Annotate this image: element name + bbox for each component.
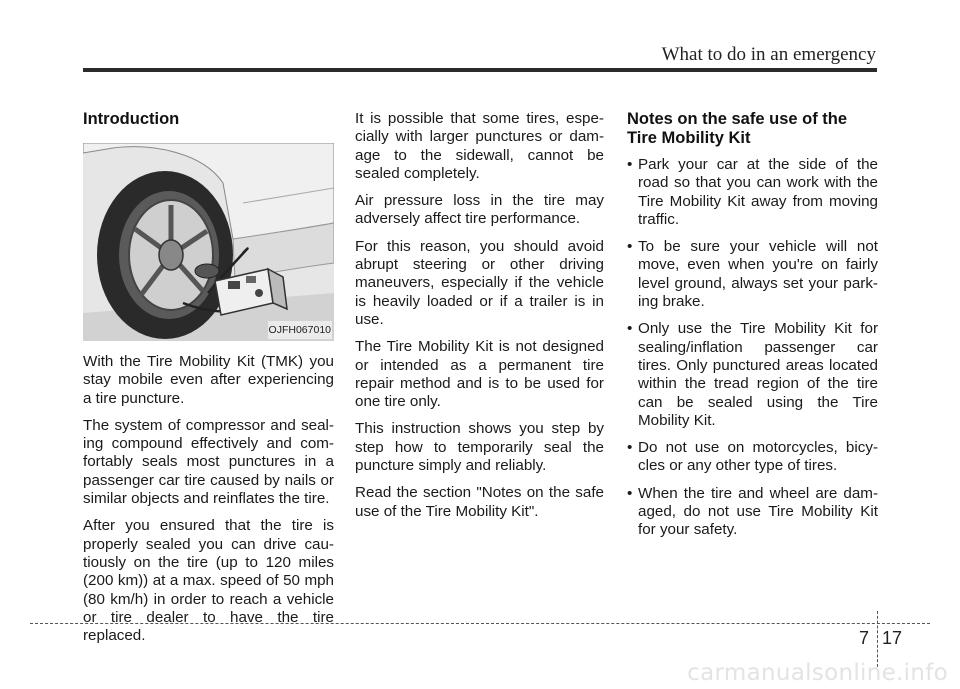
tire-mobility-kit-illustration [83, 143, 334, 341]
car-wheel-compressor-drawing [83, 143, 334, 341]
column-safe-use-notes [627, 110, 878, 549]
footer-rule [30, 623, 930, 624]
body-paragraph: The Tire Mobility Kit is not designed or intended as a permanent tire repair method and is to be used for one tire only. [355, 338, 604, 411]
list-item: • Only use the Tire Mobility Kit for sealing/inflation passenger car tires. Only punctured areas located within the tread region of the tire can be sealed using the Tire Mobility Kit. [627, 320, 878, 430]
list-item: • When the tire and wheel are dam-aged, do not use Tire Mobility Kit for your safety. [627, 485, 878, 540]
safe-use-heading: Notes on the safe use of the Tire Mobility Kit [627, 110, 848, 147]
list-item: • Do not use on motorcycles, bicy-cles or any other type of tires. [627, 439, 878, 476]
column-introduction [83, 110, 334, 654]
page-number: 17 [882, 628, 903, 648]
intro-paragraph: After you ensured that the tire is properly sealed you can drive cau-tiously on the tire (up to 120 miles (200 km)) at a max. speed of 50 mph (80 km/h) in order to reach a vehicle or tire dealer to have the tire replaced. [83, 517, 334, 645]
introduction-heading: Introduction [83, 110, 180, 128]
figure-code: OJFH067010 [268, 321, 332, 339]
body-paragraph: It is possible that some tires, espe-cially with larger punctures or dam-age to the sidewall, cannot be sealed completely. [355, 110, 604, 182]
list-item: • To be sure your vehicle will not move, even when you're on fairly level ground, always set your park-ing brake. [627, 238, 878, 311]
footer-divider [877, 611, 878, 667]
section-title: What to do in an emergency [661, 44, 876, 65]
intro-paragraph: With the Tire Mobility Kit (TMK) you stay mobile even after experiencing a tire puncture. [83, 353, 334, 407]
body-paragraph: Air pressure loss in the tire may adversely affect tire performance. [355, 192, 604, 228]
body-paragraph: Read the section "Notes on the safe use of the Tire Mobility Kit". [355, 484, 604, 520]
chapter-number: 7 [859, 628, 870, 648]
watermark: carmanualsonline.info [687, 660, 948, 686]
intro-paragraph: The system of compressor and seal-ing compound effectively and com-fortably seals most punctures in a passenger car tire caused by nails or similar objects and reinflates the tire. [83, 416, 334, 508]
safe-use-list [627, 156, 878, 540]
column-continuation [355, 110, 604, 530]
body-paragraph: For this reason, you should avoid abrupt steering or other driving maneuvers, especially if the vehicle is heavily loaded or if a trailer is in use. [355, 237, 604, 328]
list-item: • Park your car at the side of the road so that you can work with the Tire Mobility Kit away from moving traffic. [627, 156, 878, 229]
body-paragraph: This instruction shows you step by step how to temporarily seal the puncture simply and reliably. [355, 420, 604, 475]
header-rule [83, 68, 877, 72]
